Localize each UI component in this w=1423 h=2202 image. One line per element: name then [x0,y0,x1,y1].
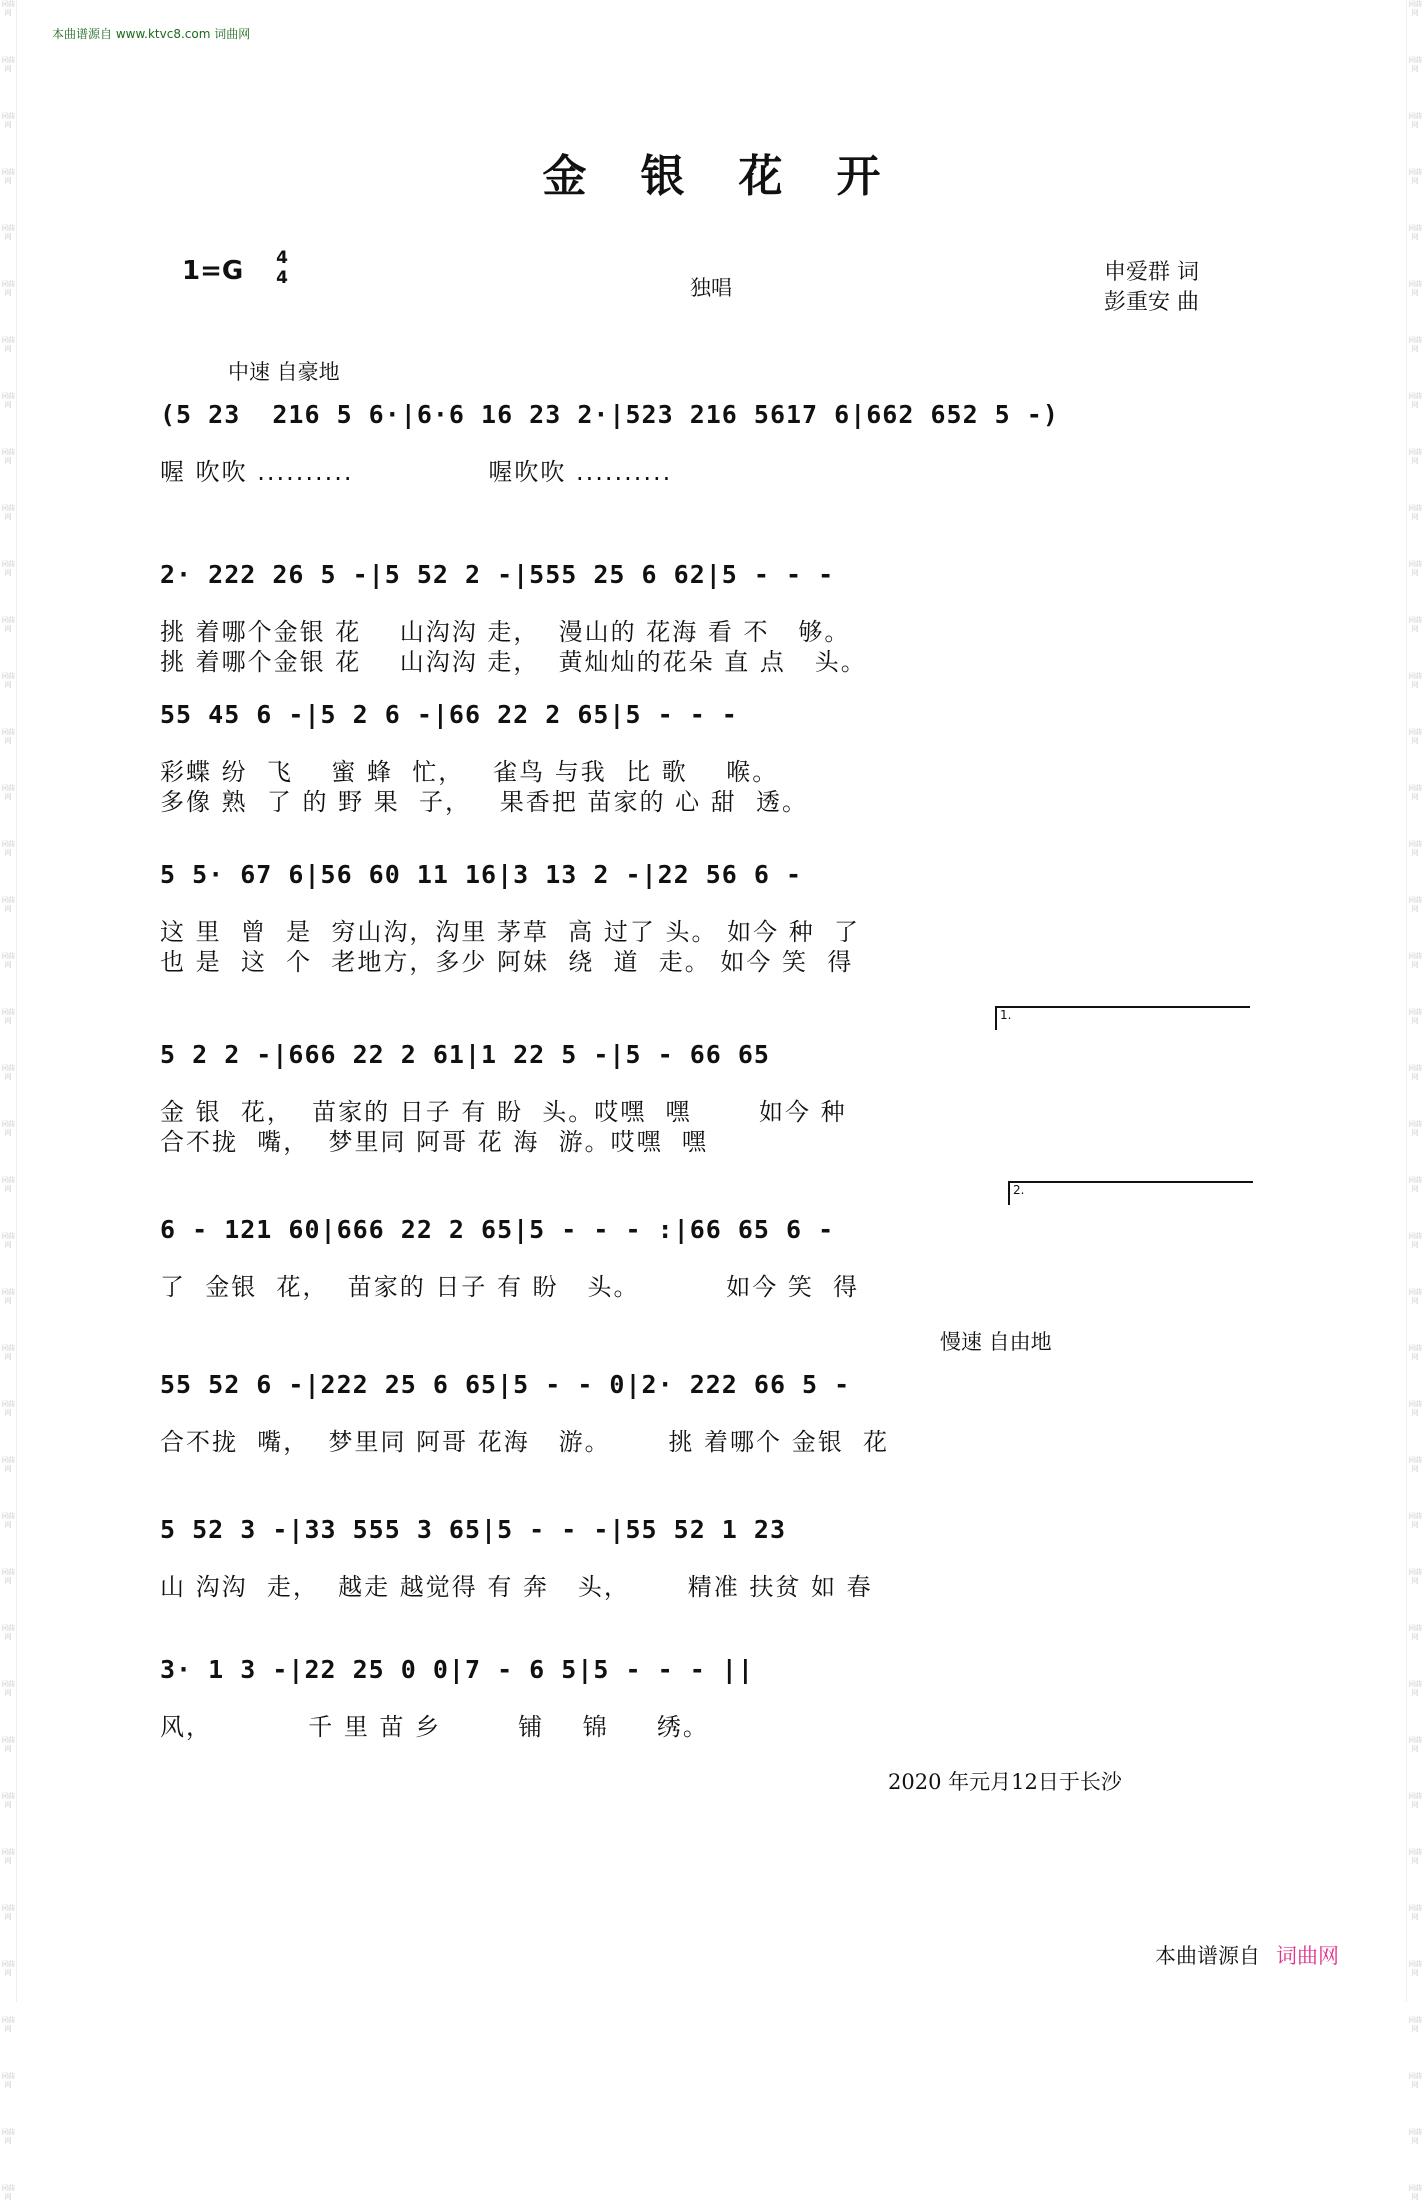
watermark-mark: 词曲网 [1408,560,1422,577]
watermark-mark: 词曲网 [1,2072,15,2089]
notation: 55 52 6 -|222 25 6 65|5 - - 0|2· 222 66 5 - [160,1370,851,1399]
watermark-mark: 词曲网 [1408,1848,1422,1865]
watermark-mark: 词曲网 [1408,1624,1422,1641]
footer-source-label: 本曲谱源自 [1155,1944,1260,1968]
watermark-mark: 词曲网 [1,1288,15,1305]
watermark-mark: 词曲网 [1408,392,1422,409]
watermark-mark: 词曲网 [1408,1680,1422,1697]
watermark-mark: 词曲网 [1408,1512,1422,1529]
notation: 5 52 3 -|33 555 3 65|5 - - -|55 52 1 23 [160,1515,786,1544]
notation: 55 45 6 -|5 2 6 -|66 22 2 65|5 - - - [160,700,738,729]
meter-top: 4 [276,248,288,268]
watermark-mark: 词曲网 [1408,728,1422,745]
watermark-mark: 词曲网 [1,1736,15,1753]
watermark-mark: 词曲网 [1,1008,15,1025]
watermark-mark: 词曲网 [1,840,15,857]
watermark-mark: 词曲网 [1,280,15,297]
watermark-mark: 词曲网 [1408,0,1422,17]
watermark-mark: 词曲网 [1,1456,15,1473]
watermark-mark: 词曲网 [1408,1736,1422,1753]
watermark-mark: 词曲网 [1408,2184,1422,2201]
key-signature: 1=G [182,256,244,286]
watermark-mark: 词曲网 [1,1568,15,1585]
watermark-mark: 词曲网 [1408,1960,1422,1977]
composer-credit: 彭重安 曲 [1104,290,1199,315]
watermark-mark: 词曲网 [1408,1904,1422,1921]
performance-type: 独唱 [690,276,732,300]
watermark-mark: 词曲网 [1,448,15,465]
watermark-mark: 词曲网 [1408,504,1422,521]
watermark-mark: 词曲网 [1408,2072,1422,2089]
notation: 6 - 121 60|666 22 2 65|5 - - - :|66 65 6 - [160,1215,835,1244]
watermark-mark: 词曲网 [1,1904,15,1921]
watermark-mark: 词曲网 [1408,896,1422,913]
watermark-mark: 词曲网 [1,504,15,521]
lyric-verse-2: 也 是 这 个 老地方，多少 阿妹 绕 道 走。 如今 笑 得 [160,948,854,976]
watermark-mark: 词曲网 [1408,1456,1422,1473]
watermark-mark: 词曲网 [1,168,15,185]
watermark-mark: 词曲网 [1,0,15,17]
watermark-mark: 词曲网 [1,1680,15,1697]
watermark-mark: 词曲网 [1,1512,15,1529]
notation: 5 2 2 -|666 22 2 61|1 22 5 -|5 - 66 65 [160,1040,770,1069]
notation: (5 23 216 5 6·|6·6 16 23 2·|523 216 5617 6|662 652 5 -) [160,400,1059,429]
lyric-verse-2: 合不拢 嘴， 梦里同 阿哥 花 海 游。哎嘿 嘿 [160,1128,708,1156]
lyric-verse-1: 风， 千 里 苗 乡 铺 锦 绣。 [160,1713,709,1741]
watermark-mark: 词曲网 [1,56,15,73]
lyric-verse-1: 彩蝶 纷 飞 蜜 蜂 忙， 雀鸟 与我 比 歌 喉。 [160,758,779,786]
watermark-mark: 词曲网 [1,560,15,577]
volta-bracket: 2. [1008,1181,1253,1205]
watermark-mark: 词曲网 [1,616,15,633]
watermark-mark: 词曲网 [1408,56,1422,73]
watermark-mark: 词曲网 [1408,2128,1422,2145]
watermark-mark: 词曲网 [1,672,15,689]
watermark-mark: 词曲网 [1408,1064,1422,1081]
watermark-mark: 词曲网 [1,224,15,241]
watermark-mark: 词曲网 [1408,280,1422,297]
tempo-marking: 慢速 自由地 [940,1330,1052,1354]
watermark-mark: 词曲网 [1,392,15,409]
watermark-mark: 词曲网 [1,1624,15,1641]
watermark-mark: 词曲网 [1,2128,15,2145]
watermark-mark: 词曲网 [1,784,15,801]
watermark-mark: 词曲网 [1408,1568,1422,1585]
watermark-mark: 词曲网 [1,1400,15,1417]
meter-bottom: 4 [276,268,288,288]
source-footer [1155,1940,1339,1970]
composition-date: 2020 年元月12日于长沙 [888,1770,1122,1794]
watermark-mark: 词曲网 [1,1792,15,1809]
watermark-mark: 词曲网 [1408,1792,1422,1809]
watermark-mark: 词曲网 [1,2184,15,2201]
watermark-mark: 词曲网 [1,336,15,353]
watermark-mark: 词曲网 [1408,1120,1422,1137]
volta-bracket: 1. [995,1006,1250,1030]
watermark-mark: 词曲网 [1408,448,1422,465]
lyric-verse-1: 金 银 花， 苗家的 日子 有 盼 头。哎嘿 嘿 如今 种 [160,1098,847,1126]
watermark-mark: 词曲网 [1,1120,15,1137]
tempo-marking: 中速 自豪地 [228,360,340,384]
lyric-verse-1: 喔 吹吹 .......... 喔吹吹 .......... [160,458,673,486]
lyric-verse-1: 挑 着哪个金银 花 山沟沟 走， 漫山的 花海 看 不 够。 [160,618,851,646]
watermark-mark: 词曲网 [1,1064,15,1081]
watermark-mark: 词曲网 [1408,616,1422,633]
watermark-mark: 词曲网 [1408,168,1422,185]
watermark-mark: 词曲网 [1408,336,1422,353]
watermark-mark: 词曲网 [1408,1008,1422,1025]
watermark-mark: 词曲网 [1,728,15,745]
source-header: 本曲谱源自 www.ktvc8.com 词曲网 [52,27,251,41]
lyric-verse-2: 多像 熟 了 的 野 果 子， 果香把 苗家的 心 甜 透。 [160,788,809,816]
watermark-mark: 词曲网 [1408,784,1422,801]
watermark-mark: 词曲网 [1,1232,15,1249]
lyric-verse-2: 挑 着哪个金银 花 山沟沟 走， 黄灿灿的花朵 直 点 头。 [160,648,867,676]
footer-brand-link[interactable]: 词曲网 [1276,1944,1339,1968]
lyric-verse-1: 了 金银 花， 苗家的 日子 有 盼 头。 如今 笑 得 [160,1273,860,1301]
watermark-mark: 词曲网 [1408,1232,1422,1249]
watermark-mark: 词曲网 [1408,952,1422,969]
watermark-mark: 词曲网 [1408,112,1422,129]
notation: 3· 1 3 -|22 25 0 0|7 - 6 5|5 - - - || [160,1655,754,1684]
watermark-mark: 词曲网 [1,952,15,969]
watermark-mark: 词曲网 [1408,1288,1422,1305]
watermark-mark: 词曲网 [1,1848,15,1865]
notation: 5 5· 67 6|56 60 11 16|3 13 2 -|22 56 6 - [160,860,803,889]
lyric-verse-1: 这 里 曾 是 穷山沟，沟里 茅草 高 过了 头。 如今 种 了 [160,918,861,946]
watermark-mark: 词曲网 [1408,840,1422,857]
watermark-mark: 词曲网 [1408,2016,1422,2033]
watermark-mark: 词曲网 [1408,1400,1422,1417]
lyric-verse-1: 合不拢 嘴， 梦里同 阿哥 花海 游。 挑 着哪个 金银 花 [160,1428,889,1456]
lyricist-credit: 申爱群 词 [1104,260,1199,285]
watermark-mark: 词曲网 [1408,224,1422,241]
watermark-mark: 词曲网 [1,1176,15,1193]
watermark-mark: 词曲网 [1408,1176,1422,1193]
watermark-mark: 词曲网 [1,1344,15,1361]
watermark-mark: 词曲网 [1,112,15,129]
song-title: 金银花开 [542,151,935,202]
watermark-mark: 词曲网 [1,2016,15,2033]
notation: 2· 222 26 5 -|5 52 2 -|555 25 6 62|5 - - - [160,560,835,589]
watermark-mark: 词曲网 [1408,672,1422,689]
watermark-mark: 词曲网 [1,1960,15,1977]
watermark-mark: 词曲网 [1408,1344,1422,1361]
lyric-verse-1: 山 沟沟 走， 越走 越觉得 有 奔 头， 精准 扶贫 如 春 [160,1573,873,1601]
watermark-mark: 词曲网 [1,896,15,913]
